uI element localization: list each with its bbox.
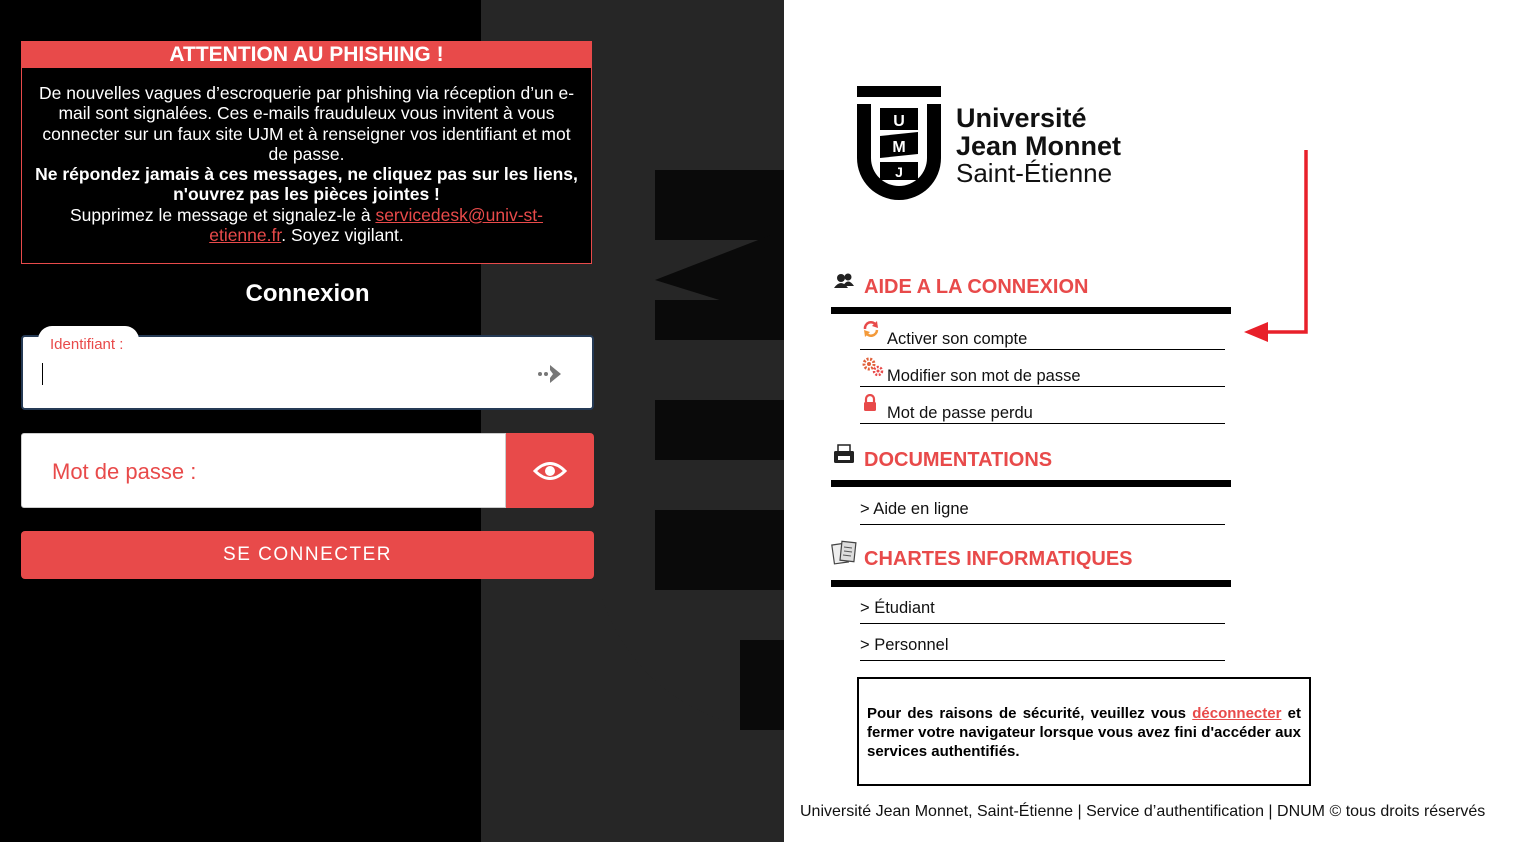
logout-link[interactable]: déconnecter (1192, 705, 1282, 722)
logo-line-2: Jean Monnet (956, 131, 1122, 161)
activate-account-link[interactable] (860, 324, 1225, 350)
charter-staff-label: > Personnel (860, 636, 949, 654)
svg-text:J: J (895, 164, 903, 180)
lock-icon (862, 394, 878, 412)
docs-section-title: DOCUMENTATIONS (864, 449, 1053, 471)
eye-icon (533, 460, 567, 482)
username-label: Identifiant : (50, 336, 124, 353)
online-help-label: > Aide en ligne (860, 500, 969, 518)
login-button[interactable]: SE CONNECTER (21, 531, 594, 579)
ujm-logo (857, 86, 941, 210)
section-divider (831, 480, 1231, 487)
gears-icon (862, 357, 884, 377)
charter-student-label: > Étudiant (860, 599, 935, 617)
footer-text: Université Jean Monnet, Saint-Étienne | Service d’authentification | DNUM © tous droits réservés (800, 803, 1486, 820)
change-password-label: Modifier son mot de passe (887, 367, 1081, 385)
warning-body (22, 68, 591, 245)
warning-text: De nouvelles vagues d’escroquerie par phishing via réception d’un e-mail sont signalées. Ces e-mails frauduleux vous invitent à vous connecter sur un faux site UJM et à renseigner vos identifiant et mot de passe. (38, 83, 575, 164)
security-notice-post: et fermer votre navigateur lorsque vous avez fini d'accéder aux services authentifiés. (867, 705, 1301, 760)
lost-password-link[interactable] (860, 398, 1225, 424)
security-notice-pre: Pour des raisons de sécurité, veuillez vous (867, 705, 1193, 722)
lost-password-label: Mot de passe perdu (887, 404, 1033, 422)
section-divider (831, 307, 1231, 314)
section-divider (831, 580, 1231, 587)
warning-vigilant-text: . Soyez vigilant. (281, 225, 404, 246)
refresh-icon (862, 320, 880, 338)
svg-text:M: M (892, 139, 906, 156)
charter-staff-link[interactable] (860, 631, 1225, 661)
text-caret (42, 363, 43, 385)
red-arrow-annotation (1230, 145, 1310, 345)
documents-icon (831, 540, 859, 566)
logo-line-1: Université (956, 103, 1087, 133)
arrow-right-icon (537, 362, 563, 386)
warning-title: ATTENTION AU PHISHING ! (22, 42, 591, 68)
online-help-link[interactable] (860, 495, 1225, 525)
logo-line-3: Saint-Étienne (956, 158, 1113, 188)
warning-report-text: Supprimez le message et signalez-le à (70, 204, 376, 225)
login-title: Connexion (245, 280, 370, 307)
change-password-link[interactable] (860, 361, 1225, 387)
security-notice (857, 677, 1311, 786)
help-section-title: AIDE A LA CONNEXION (864, 276, 1089, 298)
logo-wordmark (956, 104, 1121, 187)
printer-icon (833, 444, 855, 464)
show-password-button[interactable] (506, 433, 594, 508)
warning-emphasis: Ne répondez jamais à ces messages, ne cliquez pas sur les liens, n'ouvrez pas les pièces jointes ! (35, 164, 578, 205)
users-icon (833, 272, 855, 290)
charters-section-title: CHARTES INFORMATIQUES (864, 548, 1133, 570)
phishing-warning (21, 41, 592, 264)
charter-student-link[interactable] (860, 594, 1225, 624)
activate-account-label: Activer son compte (887, 330, 1028, 348)
password-label: Mot de passe : (52, 459, 197, 484)
servicedesk-email-link[interactable]: servicedesk@univ-st-etienne.fr (209, 204, 543, 246)
svg-text:U: U (893, 113, 905, 130)
